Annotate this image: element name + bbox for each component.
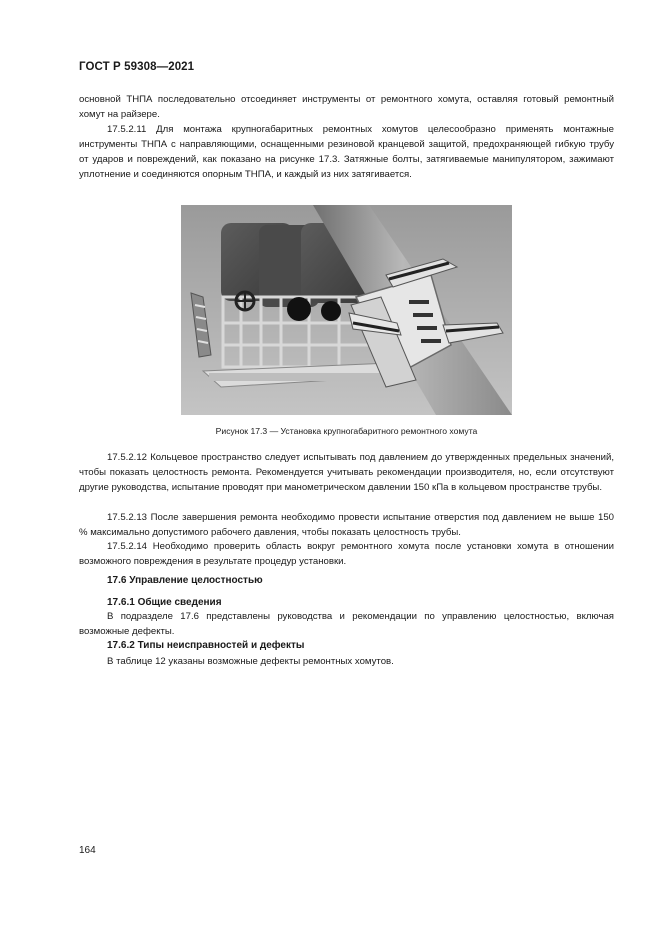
paragraph-17-6-2: В таблице 12 указаны возможные дефекты ремонтных хомутов. — [107, 656, 394, 667]
paragraph-17-5-2-11: 17.5.2.11 Для монтажа крупногабаритных ремонтных хомутов целесообразно применять монтажные инструменты ТНПА с направляющими, оснащенными резиновой кранцевой защитой, предохраняющей гибкую трубу от ударов и повреждений, как показано на рисунке 17.3. Затяжные болты, затягиваемые манипулятором, зажимают уплотнение и соединяются опорным ТНПА, и каждый из них затягивается. — [79, 124, 614, 181]
paragraph-continuation: основной ТНПА последовательно отсоединяет инструменты от ремонтного хомута, оставляя готовый ремонтный хомут на райзере. — [79, 94, 614, 121]
figure-caption: Рисунок 17.3 — Установка крупногабаритного ремонтного хомута — [215, 426, 478, 436]
subsection-heading-17-6-2: 17.6.2 Типы неисправностей и дефекты — [107, 640, 305, 651]
paragraph-17-5-2-14: 17.5.2.14 Необходимо проверить область вокруг ремонтного хомута после установки хомута в отношении возможного повреждения в результате процедур установки. — [79, 541, 614, 568]
section-heading-17-6: 17.6 Управление целостностью — [107, 575, 263, 586]
repair-clamp-illustration — [181, 205, 512, 415]
document-header: ГОСТ Р 59308—2021 — [79, 61, 195, 73]
paragraph-17-5-2-12: 17.5.2.12 Кольцевое пространство следует испытывать под давлением до утвержденных предельных значений, чтобы показать целостность ремонта. Рекомендуется учитывать рекомендации производителя, но, если отсутствуют другие руководства, испытание проводят при манометрическом давлении 150 кПа в кольцевом пространстве трубы. — [79, 452, 614, 494]
paragraph-17-6-1: В подразделе 17.6 представлены руководства и рекомендации по управлению целостностью, включая возможные дефекты. — [79, 611, 614, 638]
figure-repair-clamp — [181, 205, 512, 415]
page-number: 164 — [79, 845, 96, 856]
paragraph-17-5-2-13: 17.5.2.13 После завершения ремонта необходимо провести испытание отверстия под давлением не выше 150 % максимально допустимого рабочего давления, чтобы показать целостность трубы. — [79, 512, 614, 539]
subsection-heading-17-6-1: 17.6.1 Общие сведения — [107, 597, 222, 608]
